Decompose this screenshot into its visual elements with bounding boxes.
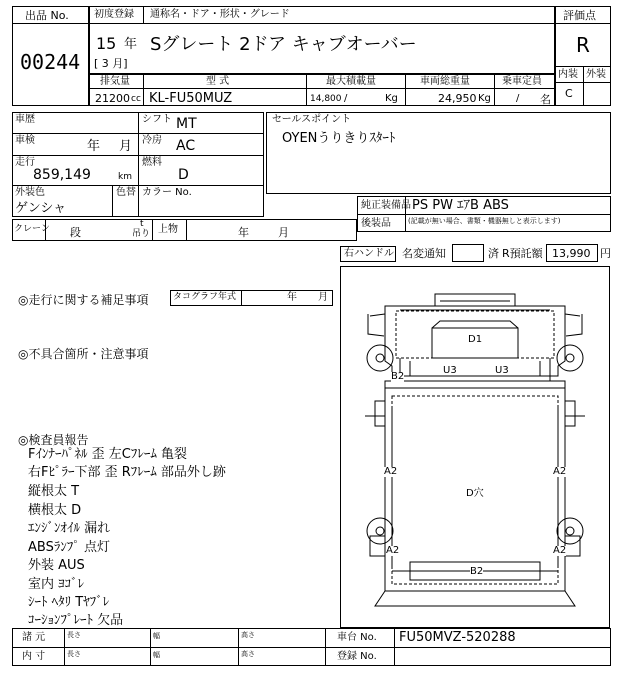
top-label: 上物 [158, 224, 178, 235]
reg-month: [ 3 月] [94, 57, 128, 70]
inspection-year-unit: 年 [87, 139, 101, 154]
report-line: 外装 AUS [28, 558, 85, 573]
length-label: 長さ [67, 631, 81, 639]
width-label-2: 幅 [153, 651, 160, 659]
tacho-month-unit: 月 [318, 292, 328, 303]
car-name: Sグレート 2ドア キャブオーバー [150, 34, 417, 55]
history-label: 車歴 [15, 114, 35, 125]
max-load-label: 最大積載量 [326, 76, 376, 87]
tacho-year-unit: 年 [287, 292, 297, 303]
inspector-report-label: ◎検査員報告 [18, 433, 89, 447]
capacity-sep: / [516, 93, 520, 104]
inspection-label: 車検 [15, 135, 35, 146]
report-line: 室内 ﾖｺﾞﾚ [28, 577, 85, 592]
height-label: 高さ [241, 631, 255, 639]
handle-value: 右ハンドル [344, 248, 394, 259]
report-line: ｴﾝｼﾞﾝｵｲﾙ 漏れ [28, 521, 111, 536]
mark-d1: D1 [468, 334, 483, 345]
fuel-label: 燃料 [142, 157, 162, 168]
mark-a2-rear-left: A2 [386, 545, 400, 556]
model-code: KL-FU50MUZ [149, 91, 233, 106]
report-line: 右Fﾋﾟﾗｰ下部 歪 Rﾌﾚｰﾑ 部品外し跡 [28, 465, 226, 480]
color-change-label: 色替 [116, 187, 136, 198]
width-label: 幅 [153, 632, 160, 640]
color-no-label: カラー No. [142, 187, 192, 198]
report-line: 縦根太 T [28, 484, 80, 499]
deposit-prefix: 済 [488, 247, 499, 260]
crane-month-unit: 月 [278, 226, 289, 239]
genuine-value: PS PW ｴｱB ABS [412, 198, 509, 213]
name-change-label: 名変通知 [402, 247, 446, 260]
shift-value: MT [176, 116, 197, 132]
aftermarket-note: (記載が無い場合、書類・機器無しと表示します) [408, 217, 561, 225]
displacement-unit: cc [131, 94, 141, 104]
ac-label: 冷房 [142, 135, 162, 146]
driving-remarks-label: ◎走行に関する補足事項 [18, 293, 149, 307]
gross-weight-label: 車両総重量 [420, 76, 470, 87]
lot-number: 00244 [20, 50, 81, 74]
registration-label: 登録 No. [337, 651, 377, 662]
grade-value: R [576, 33, 590, 57]
shift-label: シフト [142, 114, 172, 125]
genuine-label: 純正装備品 [361, 200, 411, 211]
color-label: 外装色 [15, 187, 45, 198]
chassis-number: FU50MVZ-520288 [399, 630, 516, 645]
name-change-box [452, 244, 484, 262]
lift-label: 吊り [132, 229, 151, 239]
mileage-value: 859,149 [33, 167, 91, 183]
crane-year-unit: 年 [238, 226, 249, 239]
mark-a2-rear-right: A2 [553, 545, 567, 556]
aftermarket-label: 後装品 [361, 218, 391, 229]
reg-year-unit: 年 [124, 37, 138, 52]
max-load-unit: Kg [385, 93, 398, 104]
model-label: 型 式 [206, 76, 230, 87]
ac-value: AC [176, 138, 196, 154]
model-name-header: 通称名・ドア・形状・グレード [150, 9, 290, 20]
capacity-unit: 名 [540, 93, 551, 106]
crane-row [12, 219, 357, 241]
dimensions-label: 諸 元 [22, 632, 46, 643]
ton-label: t [140, 219, 144, 229]
mark-b2-rear: B2 [470, 566, 484, 577]
mileage-unit: km [118, 172, 132, 182]
lot-label: 出品 No. [25, 9, 69, 22]
length-label-2: 長さ [67, 650, 81, 658]
grade-label: 評価点 [563, 9, 596, 22]
mark-d-hole: D穴 [466, 488, 484, 499]
tacho-label: タコグラフ年式 [173, 292, 237, 302]
inspection-month-unit: 月 [119, 139, 133, 154]
fuel-value: D [178, 167, 189, 183]
interior-size-label: 内 寸 [22, 651, 46, 662]
interior-label: 内装 [558, 69, 578, 80]
mark-a2-mid-right: A2 [553, 466, 567, 477]
mark-a2-mid-left: A2 [384, 466, 398, 477]
recycle-amount: 13,990 [552, 247, 591, 260]
max-load-sep: / [344, 93, 348, 104]
color-value: ゲンシャ [15, 201, 67, 216]
capacity-label: 乗車定員 [502, 76, 542, 87]
first-reg-label: 初度登録 [94, 9, 134, 20]
defects-label: ◎不具合箇所・注意事項 [18, 347, 149, 361]
gross-weight-unit: Kg [478, 93, 491, 104]
mark-u3-right: U3 [495, 365, 509, 376]
interior-grade: C [565, 87, 573, 100]
mark-u3-left: U3 [443, 365, 457, 376]
report-line: ｺｰｼｮﾝﾌﾟﾚｰﾄ 欠品 [28, 613, 124, 628]
displacement-label: 排気量 [100, 76, 130, 87]
report-line: 横根太 D [28, 503, 82, 518]
crane-label: クレーン [14, 224, 50, 234]
displacement-value: 21200 [95, 92, 130, 105]
sales-point-value: OYENうりきりｽﾀｰﾄ [282, 131, 396, 146]
yen-label: 円 [600, 247, 611, 260]
stage-label: 段 [70, 226, 81, 239]
height-label-2: 高さ [241, 650, 255, 658]
report-line: ｼｰﾄ ﾍﾀﾘ Tﾔﾌﾞﾚ [28, 595, 110, 610]
mark-b2-front: B2 [391, 371, 405, 382]
report-line: Fｲﾝﾅｰﾊﾟﾈﾙ 歪 左Cﾌﾚｰﾑ 亀裂 [28, 447, 187, 462]
mileage-label: 走行 [15, 157, 35, 168]
recycle-label: R預託額 [502, 247, 543, 260]
gross-weight-value: 24,950 [438, 92, 477, 105]
report-line: ABSﾗﾝﾌﾟ 点灯 [28, 540, 110, 555]
reg-year: 15 [96, 34, 117, 53]
sales-point-label: セールスポイント [272, 114, 352, 125]
exterior-label: 外装 [586, 69, 606, 80]
max-load-value: 14,800 [310, 94, 342, 104]
chassis-label: 車台 No. [337, 632, 377, 643]
